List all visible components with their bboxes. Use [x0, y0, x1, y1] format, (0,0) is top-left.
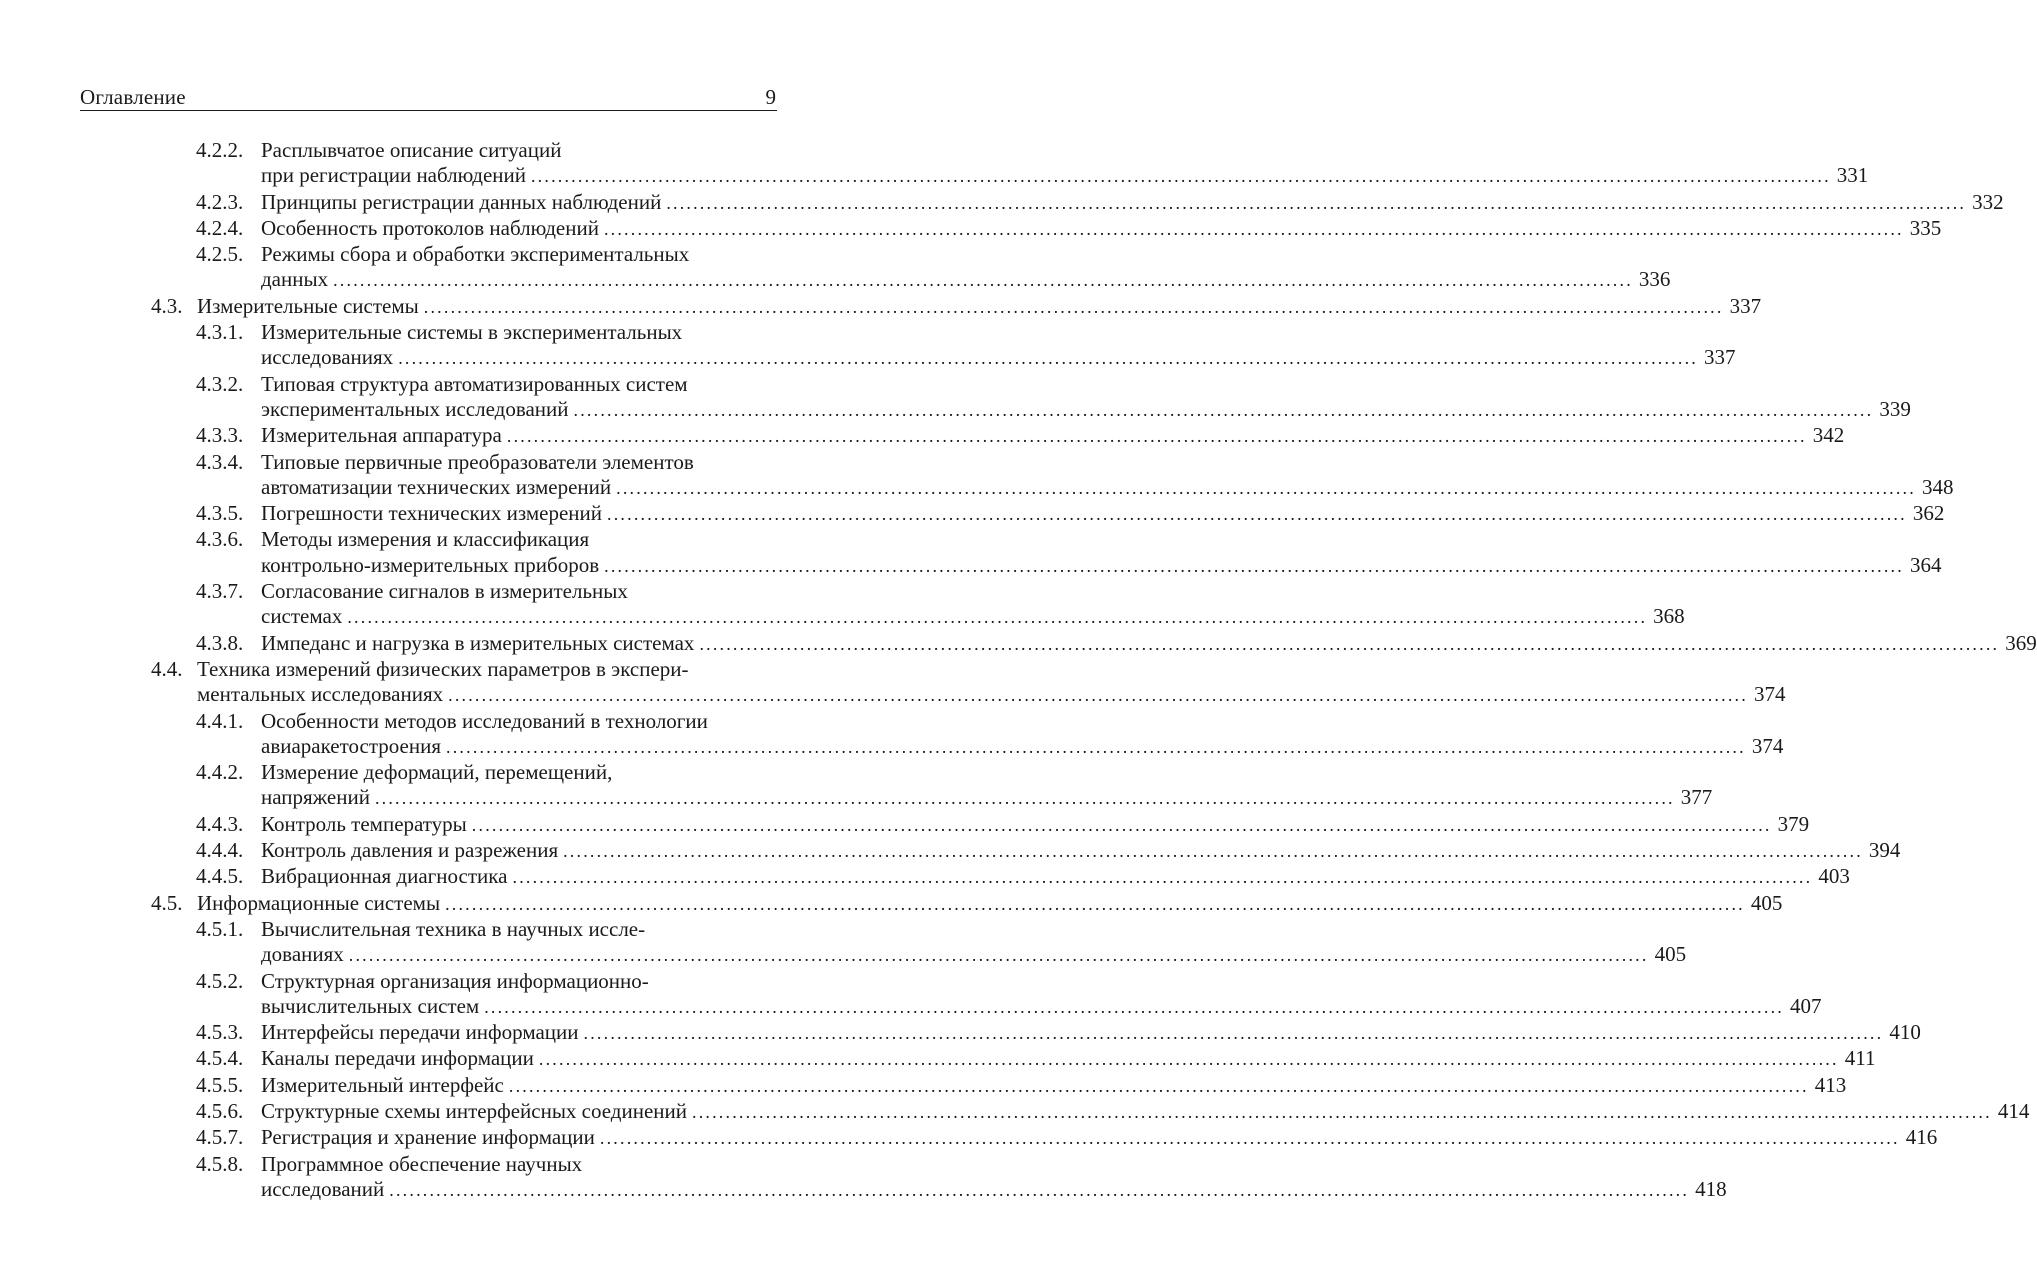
section-number: 4.5.1.: [196, 916, 244, 941]
section-title-row: [261, 189, 2004, 216]
section-title-line: Принципы регистрации данных наблюдений: [261, 189, 662, 214]
section-number: 4.3.5.: [196, 501, 244, 526]
toc-entry: [0, 760, 1713, 812]
toc-entry: [0, 1125, 1938, 1151]
section-title-line: Методы измерения и классификация: [261, 527, 590, 552]
section-title-row: [261, 267, 1671, 293]
dot-leader: ..................................................................................................................................................................................................: [616, 477, 1916, 498]
toc-entry: [0, 811, 1810, 838]
dot-leader: ..................................................................................................................................................................................................: [446, 736, 1746, 757]
toc-entry: [0, 501, 1945, 527]
toc-entry: [0, 890, 1783, 917]
section-number: 4.5.8.: [196, 1151, 244, 1176]
section-title-line: Структурная организация информационно-: [261, 968, 649, 993]
page-ref: 348: [1921, 474, 1954, 499]
section-number: 4.5.3.: [196, 1020, 244, 1045]
dot-leader: ..................................................................................................................................................................................................: [423, 296, 1724, 317]
dot-leader: ..................................................................................................................................................................................................: [573, 399, 1874, 420]
header-title: Оглавление: [80, 85, 186, 109]
toc-entry: [0, 838, 1901, 864]
section-title-line: вычислительных систем: [261, 993, 480, 1018]
page-ref: 364: [1909, 552, 1942, 577]
section-title-row: [261, 501, 1945, 527]
toc-entry: [0, 371, 1911, 424]
running-header: [80, 84, 777, 111]
dot-leader: ..................................................................................................................................................................................................: [484, 996, 1784, 1017]
page-ref: 414: [1997, 1098, 2030, 1123]
section-title-row: [261, 345, 1736, 371]
page-ref: 405: [1654, 942, 1687, 967]
section-number: 4.4.5.: [196, 864, 244, 889]
page-ref: 413: [1814, 1072, 1847, 1097]
toc-entry: [0, 293, 1762, 320]
table-of-contents: [0, 138, 2037, 1203]
dot-leader: ..................................................................................................................................................................................................: [333, 270, 1633, 291]
section-title-line: Режимы сбора и обработки экспериментальных: [261, 242, 690, 267]
page-ref: 369: [2005, 630, 2037, 655]
section-title-row: [261, 423, 1845, 449]
dot-leader: ..................................................................................................................................................................................................: [508, 1075, 1809, 1096]
section-title-line: Программное обеспечение научных: [261, 1151, 583, 1176]
page-ref: 336: [1638, 267, 1671, 292]
dot-leader: ..................................................................................................................................................................................................: [347, 607, 1648, 628]
page-ref: 368: [1653, 604, 1685, 629]
section-number: 4.5.7.: [196, 1125, 244, 1150]
page-ref: 362: [1912, 501, 1945, 526]
section-title-row: [261, 1125, 1938, 1151]
dot-leader: ..................................................................................................................................................................................................: [538, 1049, 1839, 1070]
section-number: 4.5.: [151, 890, 183, 915]
section-title-line: Типовая структура автоматизированных систем: [261, 371, 688, 396]
section-title-line: авиаракетостроения: [261, 733, 442, 758]
toc-entry: [0, 215, 1942, 242]
section-title-line: Измерительные системы в экспериментальных: [261, 320, 683, 345]
section-title-line: исследований: [261, 1176, 385, 1201]
section-title-line: данных: [261, 267, 329, 292]
section-title-line: Измерение деформаций, перемещений,: [261, 760, 613, 785]
section-title-line: Контроль температуры: [261, 811, 467, 836]
page-ref: 410: [1889, 1020, 1921, 1045]
dot-leader: ..................................................................................................................................................................................................: [699, 633, 2000, 654]
section-title-row: [261, 993, 1822, 1020]
section-title-line: Контроль давления и разрежения: [261, 838, 559, 863]
section-title-row: [261, 733, 1784, 760]
toc-entry: [0, 138, 1869, 190]
page-ref: 337: [1729, 293, 1762, 318]
page-ref: 407: [1790, 993, 1822, 1018]
section-title-line: экспериментальных исследований: [261, 396, 569, 421]
page-ref: 416: [1905, 1125, 1938, 1150]
section-title-line: Измерительный интерфейс: [261, 1072, 504, 1097]
section-number: 4.2.5.: [196, 242, 244, 267]
section-number: 4.3.1.: [196, 320, 244, 345]
dot-leader: ..................................................................................................................................................................................................: [666, 192, 1967, 213]
section-title-line: Интерфейсы передачи информации: [261, 1020, 579, 1045]
section-title-line: Вибрационная диагностика: [261, 864, 508, 889]
toc-entry: [0, 864, 1850, 890]
section-number: 4.4.2.: [196, 760, 244, 785]
page-ref: 405: [1750, 890, 1783, 915]
section-title-line: дованиях: [261, 942, 344, 967]
section-title-row: [197, 890, 1783, 917]
section-number: 4.5.4.: [196, 1046, 244, 1071]
section-title-line: Вычислительная техника в научных иссле-: [261, 916, 646, 941]
section-number: 4.2.3.: [196, 189, 244, 214]
section-title-line: напряжений: [261, 785, 370, 810]
dot-leader: ..................................................................................................................................................................................................: [692, 1101, 1992, 1122]
section-number: 4.4.4.: [196, 838, 244, 863]
section-title-row: [261, 838, 1901, 864]
page-ref: 342: [1812, 423, 1845, 448]
toc-entry: [0, 630, 2037, 657]
section-title-line: системах: [261, 604, 343, 629]
section-title-line: Погрешности технических измерений: [261, 501, 603, 526]
page-ref: 339: [1879, 396, 1911, 421]
section-number: 4.2.2.: [196, 138, 244, 162]
page-ref: 337: [1704, 345, 1736, 370]
dot-leader: ..................................................................................................................................................................................................: [512, 867, 1813, 888]
toc-entry: [0, 189, 2004, 216]
toc-entry: [0, 916, 1687, 969]
section-title-line: Структурные схемы интерфейсных соединений: [261, 1098, 687, 1123]
section-title-row: [261, 785, 1713, 811]
section-title-line: Техника измерений физических параметров в экспери-: [197, 656, 689, 681]
section-title-row: [261, 552, 1942, 579]
page-ref: 411: [1844, 1046, 1876, 1071]
toc-entry: [0, 1151, 1727, 1204]
section-title-row: [261, 474, 1954, 501]
dot-leader: ..................................................................................................................................................................................................: [445, 893, 1745, 914]
section-title-line: Типовые первичные преобразователи элементов: [261, 449, 694, 474]
section-title-line: Импеданс и нагрузка в измерительных системах: [261, 630, 695, 655]
section-title-row: [261, 1046, 1876, 1072]
section-number: 4.3.3.: [196, 423, 244, 448]
page-ref: 335: [1909, 215, 1942, 240]
section-title-row: [261, 864, 1850, 890]
toc-entry: [0, 1072, 1847, 1099]
dot-leader: ..................................................................................................................................................................................................: [448, 685, 1748, 706]
section-number: 4.3.2.: [196, 371, 244, 396]
section-number: 4.4.: [151, 656, 183, 681]
section-number: 4.2.4.: [196, 215, 244, 240]
section-title-line: Измерительная аппаратура: [261, 423, 502, 448]
toc-entry: [0, 1098, 2030, 1125]
toc-entry: [0, 423, 1845, 449]
page-ref: 374: [1753, 682, 1786, 707]
page-ref: 377: [1680, 785, 1713, 810]
section-title-line: автоматизации технических измерений: [261, 474, 612, 499]
section-number: 4.3.6.: [196, 527, 244, 552]
section-number: 4.3.7.: [196, 579, 244, 604]
section-title-line: Особенности методов исследований в технологии: [261, 708, 708, 733]
section-title-row: [261, 215, 1942, 242]
section-title-line: при регистрации наблюдений: [261, 163, 526, 188]
section-title-row: [261, 811, 1810, 838]
toc-entry: [0, 708, 1784, 761]
page-number: 9: [765, 85, 776, 109]
section-title-line: Регистрация и хранение информации: [261, 1125, 595, 1150]
section-title-row: [261, 1020, 1921, 1046]
section-title-row: [197, 682, 1786, 708]
section-title-line: ментальных исследованиях: [197, 682, 444, 707]
section-title-line: Измерительные системы: [197, 293, 419, 318]
dot-leader: ..................................................................................................................................................................................................: [530, 166, 1831, 187]
section-title-row: [261, 630, 2037, 657]
section-title-row: [261, 163, 1869, 189]
toc-entry: [0, 579, 1685, 631]
section-number: 4.5.2.: [196, 968, 244, 993]
page-ref: 394: [1868, 838, 1901, 863]
dot-leader: ..................................................................................................................................................................................................: [604, 555, 1904, 576]
dot-leader: ..................................................................................................................................................................................................: [398, 348, 1698, 369]
section-number: 4.3.4.: [196, 449, 244, 474]
toc-entry: [0, 449, 1954, 502]
dot-leader: ..................................................................................................................................................................................................: [471, 814, 1772, 835]
dot-leader: ..................................................................................................................................................................................................: [506, 426, 1807, 447]
section-title-line: Особенность протоколов наблюдений: [261, 215, 599, 240]
toc-entry: [0, 968, 1822, 1021]
page-ref: 331: [1836, 163, 1869, 188]
section-number: 4.4.1.: [196, 708, 244, 733]
page-ref: 374: [1751, 733, 1784, 758]
section-title-row: [261, 1072, 1847, 1099]
dot-leader: ..................................................................................................................................................................................................: [389, 1179, 1690, 1200]
toc-entry: [0, 242, 1671, 294]
toc-entry: [0, 320, 1736, 372]
section-title-row: [261, 942, 1687, 968]
section-number: 4.5.6.: [196, 1098, 244, 1123]
dot-leader: ..................................................................................................................................................................................................: [563, 841, 1863, 862]
section-title-row: [261, 604, 1685, 630]
dot-leader: ..................................................................................................................................................................................................: [348, 945, 1649, 966]
dot-leader: ..................................................................................................................................................................................................: [603, 218, 1904, 239]
section-number: 4.4.3.: [196, 811, 244, 836]
section-title-line: исследованиях: [261, 345, 394, 370]
section-title-line: контрольно-измерительных приборов: [261, 552, 600, 577]
dot-leader: ..................................................................................................................................................................................................: [583, 1023, 1884, 1044]
dot-leader: ..................................................................................................................................................................................................: [374, 788, 1675, 809]
section-title-row: [261, 396, 1911, 423]
page-ref: 379: [1777, 811, 1810, 836]
page-ref: 332: [1972, 189, 2004, 214]
page-ref: 403: [1818, 864, 1850, 889]
toc-entry: [0, 1020, 1921, 1046]
page-ref: 418: [1695, 1176, 1727, 1201]
section-number: 4.5.5.: [196, 1072, 244, 1097]
dot-leader: ..................................................................................................................................................................................................: [599, 1128, 1900, 1149]
section-title-row: [197, 293, 1762, 320]
toc-entry: [0, 656, 1786, 709]
section-title-line: Согласование сигналов в измерительных: [261, 579, 628, 604]
toc-entry: [0, 527, 1942, 579]
section-number: 4.3.: [151, 293, 183, 318]
dot-leader: ..................................................................................................................................................................................................: [607, 504, 1907, 525]
section-title-row: [261, 1176, 1727, 1203]
section-number: 4.3.8.: [196, 630, 244, 655]
section-title-line: Каналы передачи информации: [261, 1046, 534, 1071]
section-title-line: Информационные системы: [197, 890, 441, 915]
section-title-line: Расплывчатое описание ситуаций: [261, 138, 562, 162]
toc-entry: [0, 1046, 1876, 1072]
section-title-row: [261, 1098, 2030, 1125]
